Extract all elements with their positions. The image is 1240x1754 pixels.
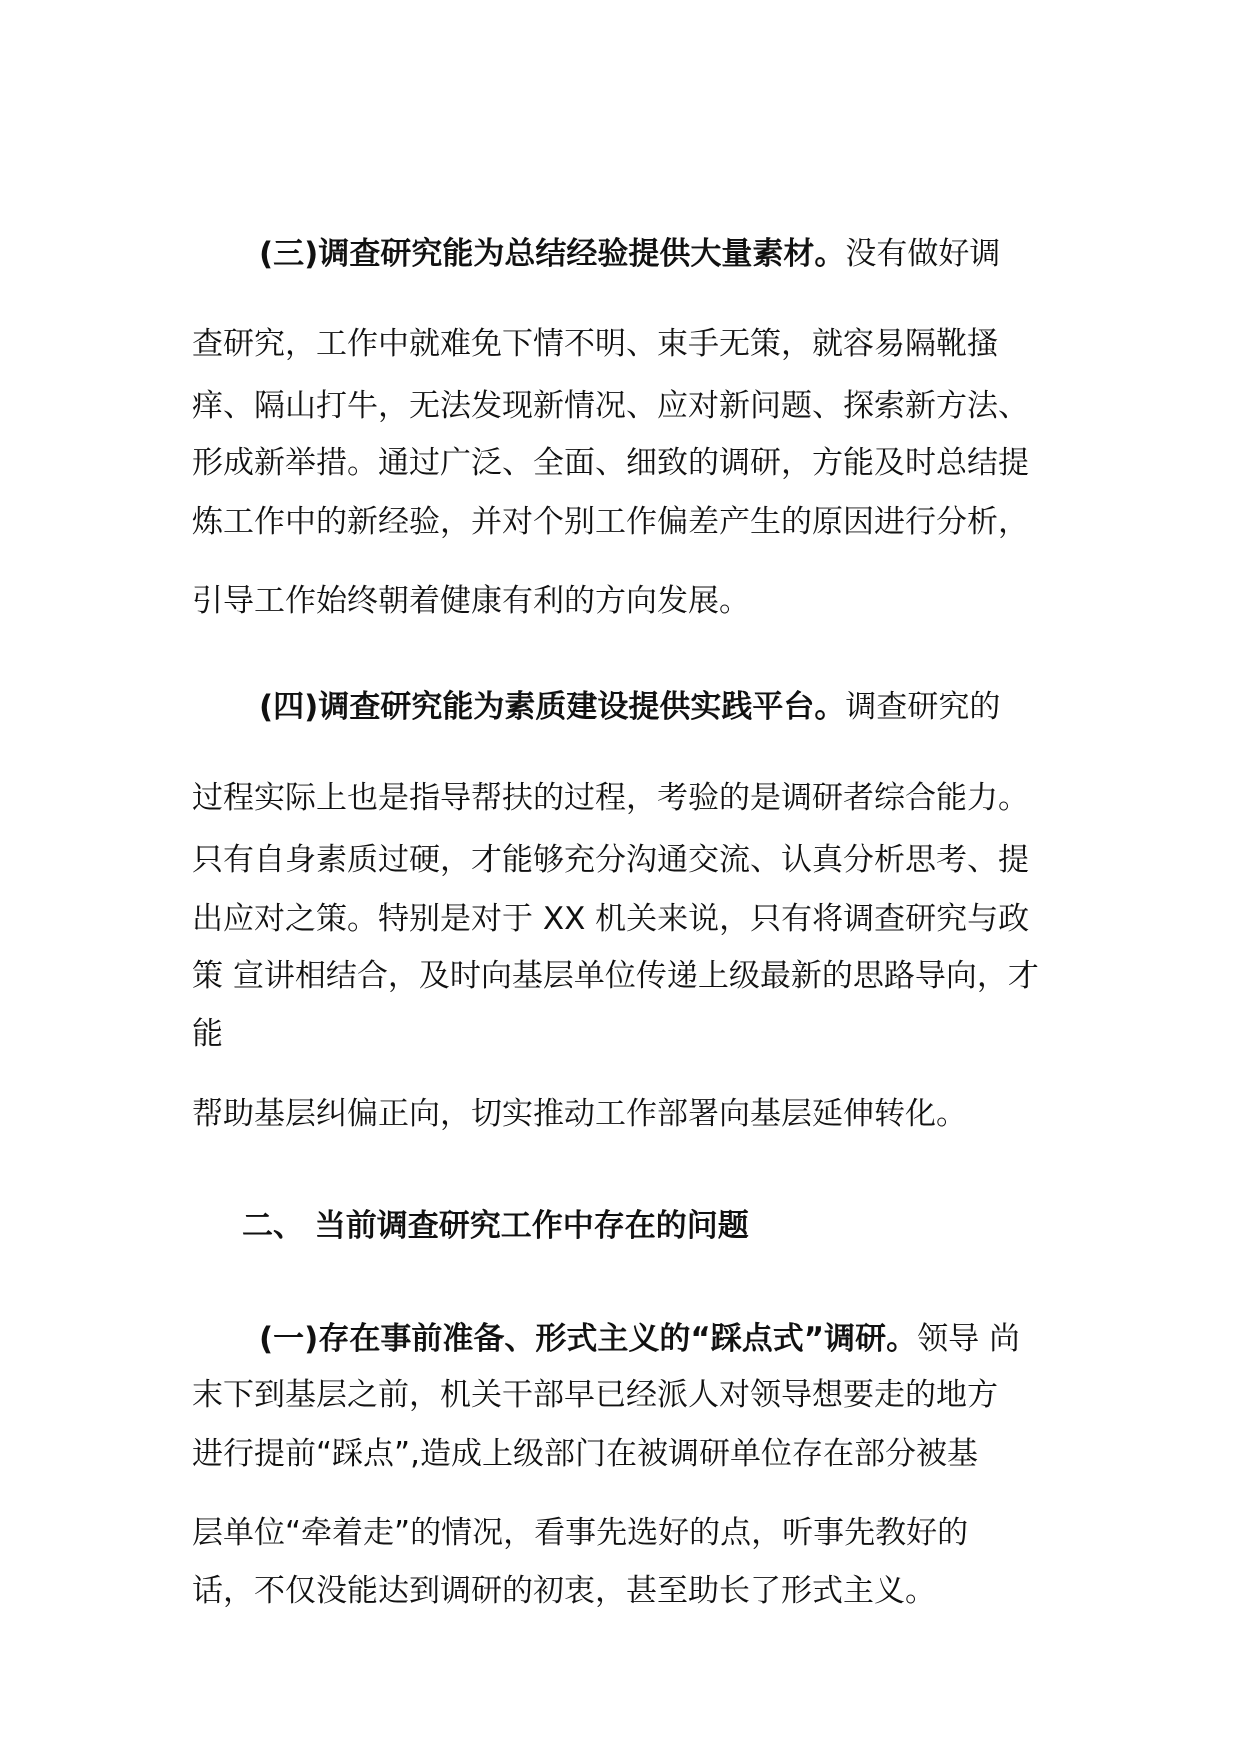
paragraph-text: 形成新举措。通过广泛、全面、细致的调研，方能及时总结提	[192, 445, 1029, 481]
paragraph-text: 帮助基层纠偏正向，切实推动工作部署向基层延伸转化。	[192, 1096, 967, 1132]
paragraph-text: 策 宣讲相结合，及时向基层单位传递上级最新的思路导向，才	[192, 958, 1039, 994]
subsection-heading: (四)调查研究能为素质建设提供实践平台。	[259, 689, 846, 725]
paragraph-text: 没有做好调	[845, 236, 1001, 272]
paragraph-text: 过程实际上也是指导帮扶的过程，考验的是调研者综合能力。	[192, 780, 1029, 816]
section-heading-line	[242, 1210, 749, 1242]
paragraph-text: 引导工作始终朝着健康有利的方向发展。	[192, 583, 750, 619]
paragraph-line	[192, 1575, 936, 1607]
subsection-heading: (三)调查研究能为总结经验提供大量素材。	[259, 236, 846, 272]
paragraph-text: 领导 尚	[917, 1321, 1020, 1357]
paragraph-text: 痒、隔山打牛，无法发现新情况、应对新问题、探索新方法、	[192, 388, 1029, 424]
paragraph-line	[192, 328, 998, 360]
paragraph-text: 出应对之策。特别是对于 XX 机关来说，只有将调查研究与政	[192, 901, 1030, 937]
subsection-heading-line	[259, 691, 1000, 723]
paragraph-text: 查研究，工作中就难免下情不明、束手无策，就容易隔靴搔	[192, 326, 998, 362]
subsection-heading: (一)存在事前准备、形式主义的“踩点式”调研。	[259, 1321, 918, 1357]
paragraph-text: 进行提前“踩点”,造成上级部门在被调研单位存在部分被基	[192, 1436, 978, 1472]
paragraph-line	[192, 1018, 223, 1050]
paragraph-line	[192, 1379, 998, 1411]
paragraph-line	[192, 960, 1039, 992]
paragraph-line	[192, 1438, 978, 1470]
paragraph-line	[192, 585, 750, 617]
paragraph-text: 末下到基层之前，机关干部早已经派人对领导想要走的地方	[192, 1377, 998, 1413]
paragraph-line	[192, 506, 1029, 538]
paragraph-line	[192, 390, 1029, 422]
section-heading: 二、 当前调查研究工作中存在的问题	[242, 1208, 749, 1244]
paragraph-line	[192, 1098, 967, 1130]
paragraph-text: 层单位“牵着走”的情况，看事先选好的点，听事先教好的	[192, 1515, 969, 1551]
paragraph-line	[192, 1517, 968, 1549]
paragraph-text: 调查研究的	[845, 689, 1001, 725]
subsection-heading-line	[259, 238, 1000, 270]
paragraph-text: 只有自身素质过硬，才能够充分沟通交流、认真分析思考、提	[192, 842, 1029, 878]
paragraph-text: 话，不仅没能达到调研的初衷，甚至助长了形式主义。	[192, 1573, 936, 1609]
paragraph-line	[192, 782, 1029, 814]
paragraph-text: 能	[192, 1016, 223, 1052]
paragraph-line	[192, 447, 1029, 479]
paragraph-line	[192, 844, 1029, 876]
subsection-heading-line	[259, 1323, 1020, 1355]
paragraph-text: 炼工作中的新经验，并对个别工作偏差产生的原因进行分析，	[192, 504, 1029, 540]
paragraph-line	[192, 903, 1029, 935]
